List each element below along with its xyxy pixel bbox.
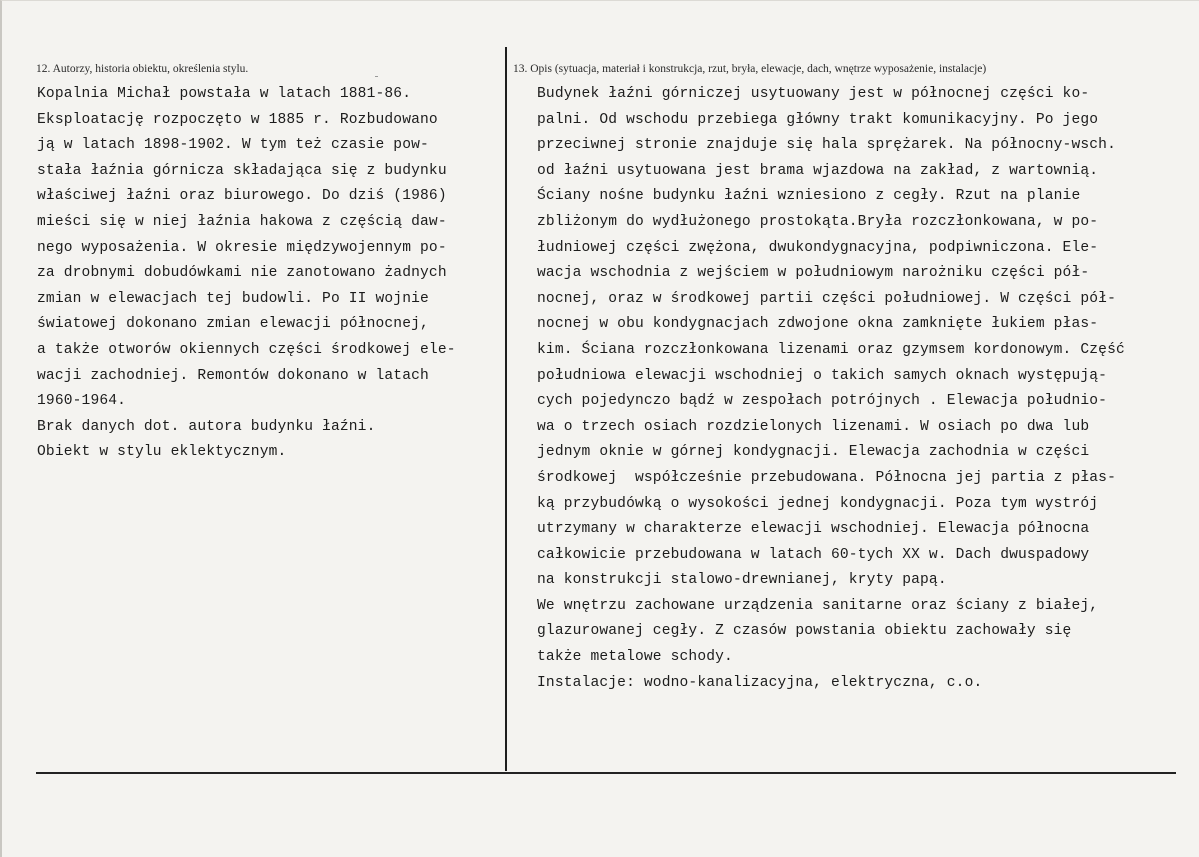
typed-line: kim. Ściana rozczłonkowana lizenami oraz gzymsem kordonowym. Część (537, 341, 1125, 358)
section-13-typed-text (537, 82, 1125, 696)
typed-line: całkowicie przebudowana w latach 60-tych XX w. Dach dwuspadowy (537, 546, 1090, 563)
typed-line: utrzymany w charakterze elewacji wschodniej. Elewacja północna (537, 521, 1090, 538)
typed-line: Instalacje: wodno-kanalizacyjna, elektryczna, c.o. (537, 674, 983, 691)
typed-line: wacji zachodniej. Remontów dokonano w latach (37, 367, 429, 384)
column-divider (505, 47, 507, 771)
typed-line: cych pojedynczo bądź w zespołach potrójnych . Elewacja południo- (537, 393, 1108, 410)
bottom-rule (36, 772, 1176, 774)
typed-line: południowa elewacji wschodniej o takich samych oknach występują- (537, 367, 1108, 384)
typed-line: ką przybudówką o wysokości jednej kondygnacji. Poza tym wystrój (537, 495, 1099, 512)
typed-line: światowej dokonano zmian elewacji północnej, (37, 316, 429, 333)
pencil-mark (375, 76, 378, 77)
typed-line: za drobnymi dobudówkami nie zanotowano żadnych (37, 265, 447, 282)
typed-line: We wnętrzu zachowane urządzenia sanitarne oraz ściany z białej, (537, 597, 1099, 614)
typed-line: a także otworów okiennych części środkowej ele- (37, 341, 456, 358)
typed-line: nocnej w obu kondygnacjach zdwojone okna zamknięte łukiem płas- (537, 316, 1099, 333)
typed-line: jednym oknie w górnej kondygnacji. Elewacja zachodnia w części (537, 444, 1090, 461)
typed-line: od łaźni usytuowana jest brama wjazdowa na zakład, z wartownią. (537, 162, 1099, 179)
typed-line: nego wyposażenia. W okresie międzywojennym po- (37, 239, 447, 256)
typed-line: ją w latach 1898-1902. W tym też czasie pow- (37, 137, 429, 154)
typed-line: zbliżonym do wydłużonego prostokąta.Bryła rozczłonkowana, w po- (537, 213, 1099, 230)
typed-line: właściwej łaźni oraz biurowego. Do dziś (1986) (37, 188, 447, 205)
typed-line: Brak danych dot. autora budynku łaźni. (37, 418, 376, 435)
typed-line: wacja wschodnia z wejściem w południowym narożniku części pół- (537, 265, 1090, 282)
typed-line: przeciwnej stronie znajduje się hala sprężarek. Na północny-wsch. (537, 137, 1116, 154)
typed-line: Kopalnia Michał powstała w latach 1881-86. (37, 86, 412, 102)
typed-line: wa o trzech osiach rozdzielonych lizenami. W osiach po dwa lub (537, 418, 1090, 435)
typed-line: Obiekt w stylu eklektycznym. (37, 444, 287, 461)
typed-line: stała łaźnia górnicza składająca się z budynku (37, 162, 447, 179)
typed-line: także metalowe schody. (537, 649, 733, 666)
typed-line: glazurowanej cegły. Z czasów powstania obiektu zachowały się (537, 623, 1072, 640)
typed-line: łudniowej części zwężona, dwukondygnacyjna, podpiwniczona. Ele- (537, 239, 1099, 256)
typed-line: palni. Od wschodu przebiega główny trakt komunikacyjny. Po jego (537, 111, 1099, 128)
section-12-typed-text (37, 82, 456, 466)
typed-line: nocnej, oraz w środkowej partii części południowej. W części pół- (537, 290, 1116, 307)
section-12-heading: 12. Autorzy, historia obiektu, określenia stylu. (36, 63, 249, 75)
typed-line: 1960-1964. (37, 393, 127, 410)
typed-line: Budynek łaźni górniczej usytuowany jest w północnej części ko- (537, 86, 1090, 102)
typed-line: na konstrukcji stalowo-drewnianej, kryty papą. (537, 572, 947, 589)
section-13-heading: 13. Opis (sytuacja, materiał i konstrukcja, rzut, bryła, elewacje, dach, wnętrze wyposażenie, instalacje) (513, 63, 987, 75)
typed-line: Ściany nośne budynku łaźni wzniesiono z cegły. Rzut na planie (537, 188, 1081, 205)
typed-line: środkowej współcześnie przebudowana. Północna jej partia z płas- (537, 469, 1116, 486)
typed-line: zmian w elewacjach tej budowli. Po II wojnie (37, 290, 429, 307)
typed-line: mieści się w niej łaźnia hakowa z częścią daw- (37, 213, 447, 230)
typed-line: Eksploatację rozpoczęto w 1885 r. Rozbudowano (37, 111, 438, 128)
